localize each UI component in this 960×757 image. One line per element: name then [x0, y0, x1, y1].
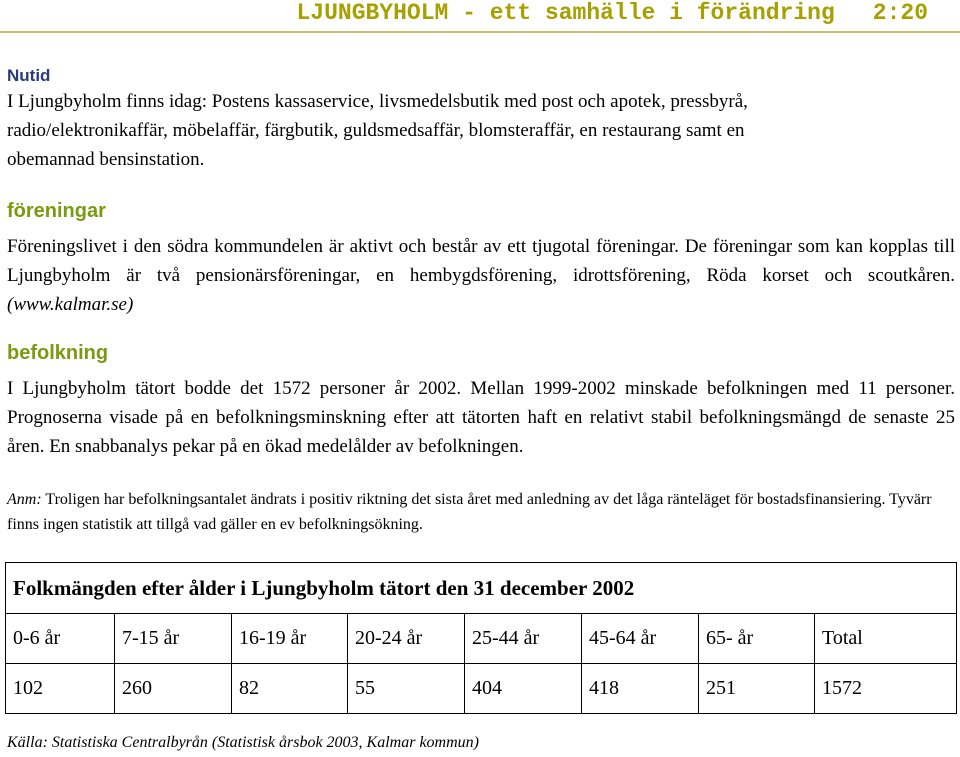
header-cell: 45-64 år — [582, 614, 699, 664]
header-cell: Total — [815, 614, 957, 664]
note-text: Troligen har befolkningsantalet ändrats i positiv riktning det sista året med anledning av det låga ränteläget för bostadsfinansiering. Tyvärr finns ingen statistik att tillgå vad gäller en ev befolkningsökning. — [7, 491, 932, 533]
value-cell: 418 — [582, 664, 699, 714]
header-cell: 20-24 år — [348, 614, 465, 664]
header-cell: 25-44 år — [465, 614, 582, 664]
nutid-line-1: I Ljungbyholm finns idag: Postens kassaservice, livsmedelsbutik med post och apotek, pressbyrå, — [7, 91, 748, 112]
heading-nutid: Nutid — [7, 66, 51, 85]
paragraph-befolkning: I Ljungbyholm tätort bodde det 1572 personer år 2002. Mellan 1999-2002 minskade befolkningen med 11 personer. Prognoserna visade på en befolkningsminskning efter att tätorten haft en relativt stabil befolkningsmängd de senaste 25 åren. En snabbanalys pekar på en ökad medelålder av befolkningen. — [7, 378, 955, 457]
population-table — [5, 562, 957, 714]
page-number: 2:20 — [872, 0, 928, 26]
value-cell: 404 — [465, 664, 582, 714]
table-header-row — [6, 614, 957, 664]
foreningar-link: (www.kalmar.se) — [7, 294, 134, 315]
heading-foreningar: föreningar — [7, 200, 106, 222]
header-cell: 16-19 år — [232, 614, 348, 664]
table-caption: Folkmängden efter ålder i Ljungbyholm tätort den 31 december 2002 — [6, 563, 957, 614]
paragraph-foreningar — [7, 232, 955, 319]
value-cell: 251 — [699, 664, 815, 714]
paragraph-nutid — [7, 87, 955, 174]
nutid-line-3: obemannad bensinstation. — [7, 149, 205, 170]
header-title: LJUNGBYHOLM - ett samhälle i förändring — [296, 0, 835, 26]
page-header — [0, 0, 960, 30]
header-cell: 7-15 år — [115, 614, 232, 664]
header-cell: 0-6 år — [6, 614, 115, 664]
note-label: Anm: — [7, 491, 42, 508]
value-cell: 55 — [348, 664, 465, 714]
foreningar-body: Föreningslivet i den södra kommundelen är aktivt och består av ett tjugotal föreningar. De föreningar som kan kopplas till Ljungbyholm är två pensionärsföreningar, en hembygdsförening, idrottsförening, Röda korset och scoutkåren. — [7, 236, 955, 286]
table-value-row — [6, 664, 957, 714]
value-cell: 1572 — [815, 664, 957, 714]
header-cell: 65- år — [699, 614, 815, 664]
value-cell: 260 — [115, 664, 232, 714]
nutid-line-2: radio/elektronikaffär, möbelaffär, färgbutik, guldsmedsaffär, blomsteraffär, en restaurang samt en — [7, 120, 745, 141]
befolkning-note — [7, 487, 957, 537]
table-caption-row — [6, 563, 957, 614]
value-cell: 82 — [232, 664, 348, 714]
table-source: Källa: Statistiska Centralbyrån (Statistisk årsbok 2003, Kalmar kommun) — [7, 734, 479, 751]
header-divider — [0, 31, 960, 33]
population-table-wrapper — [5, 562, 957, 714]
value-cell: 102 — [6, 664, 115, 714]
heading-befolkning: befolkning — [7, 342, 109, 364]
